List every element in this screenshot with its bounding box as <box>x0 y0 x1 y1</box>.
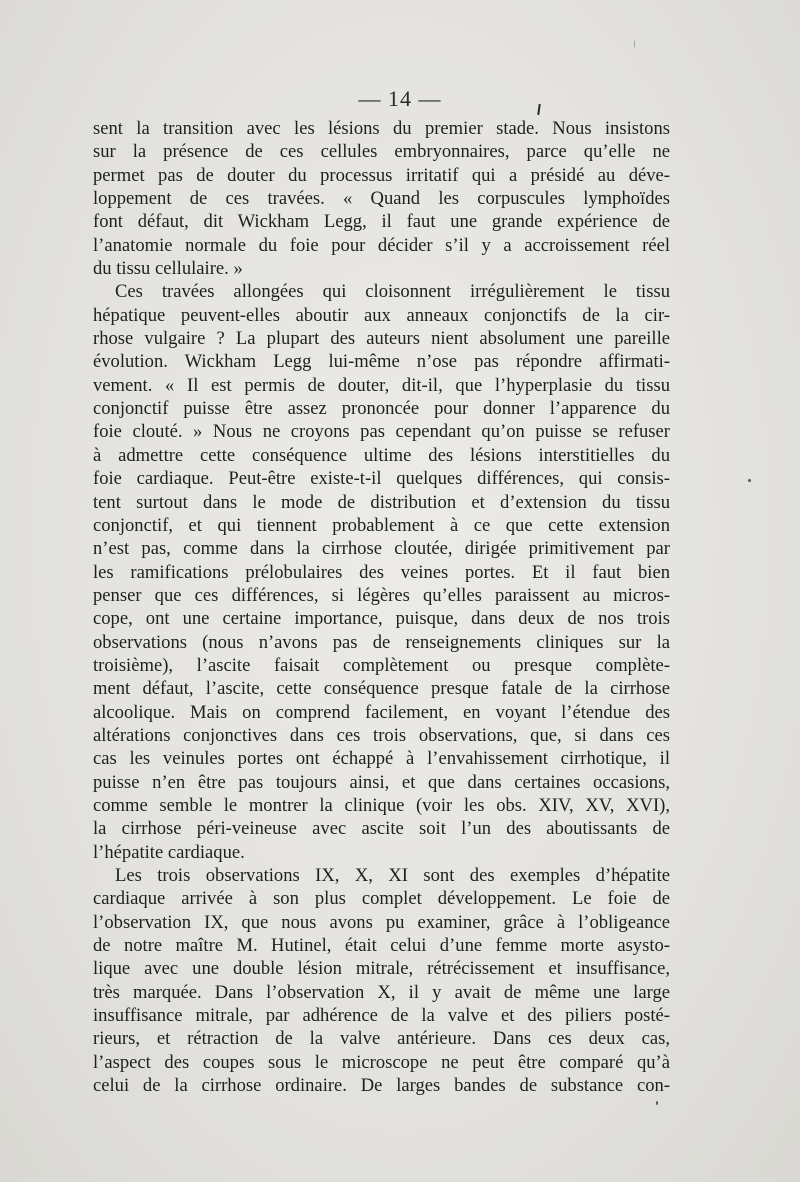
text-line: sur la présence de ces cellules embryonnaires, parce qu’elle ne <box>93 141 670 163</box>
text-line: à admettre cette conséquence ultime des lésions interstitielles du <box>93 444 670 466</box>
text-line: conjonctif puisse être assez prononcée pour donner l’apparence du <box>93 398 670 420</box>
paper-speck <box>634 40 635 48</box>
text-line: la cirrhose péri-veineuse avec ascite soit l’un des aboutissants de <box>93 818 670 840</box>
text-line: très marquée. Dans l’observation X, il y avait de même une large <box>93 981 670 1003</box>
text-line: l’hépatite cardiaque. <box>93 841 245 863</box>
text-line: de notre maître M. Hutinel, était celui d’une femme morte asysto- <box>93 935 670 957</box>
text-line: l’anatomie normale du foie pour décider s’il y a accroissement réel <box>93 234 670 256</box>
text-line: cope, ont une certaine importance, puisque, dans deux de nos trois <box>93 608 670 630</box>
text-line: tent surtout dans le mode de distribution et d’extension du tissu <box>93 491 670 513</box>
text-line: loppement de ces travées. « Quand les corpuscules lymphoïdes <box>93 188 670 210</box>
text-line: sent la transition avec les lésions du premier stade. Nous insistons <box>93 118 670 139</box>
text-line: permet pas de douter du processus irritatif qui a présidé au déve- <box>93 164 670 186</box>
text-line: vement. « Il est permis de douter, dit-il, que l’hyperplasie du tissu <box>93 374 670 396</box>
text-line: hépatique peuvent-elles aboutir aux anneaux conjonctifs de la cir- <box>93 304 670 326</box>
text-line: comme semble le montrer la clinique (voir les obs. XIV, XV, XVI), <box>93 794 670 816</box>
page-number: — 14 — <box>358 86 442 111</box>
text-line: l’aspect des coupes sous le microscope ne peut être comparé qu’à <box>93 1051 670 1073</box>
text-line: cardiaque arrivée à son plus complet développement. Le foie de <box>93 888 670 910</box>
text-line: puisse n’en être pas toujours ainsi, et que dans certaines occasions, <box>93 771 670 793</box>
text-line: altérations conjonctives dans ces trois observations, que, si dans ces <box>93 724 670 746</box>
text-line: rhose vulgaire ? La plupart des auteurs nient absolument une pareille <box>93 328 670 350</box>
text-line: foie clouté. » Nous ne croyons pas cependant qu’on puisse se refuser <box>93 421 670 443</box>
text-line: Les trois observations IX, X, XI sont des exemples d’hépatite <box>115 865 670 886</box>
text-line: insuffisance mitrale, par adhérence de la valve et des piliers posté- <box>93 1005 670 1027</box>
text-line: celui de la cirrhose ordinaire. De larges bandes de substance con- <box>93 1075 670 1097</box>
text-line: lique avec une double lésion mitrale, rétrécissement et insuffisance, <box>93 958 670 980</box>
text-line: l’observation IX, que nous avons pu examiner, grâce à l’obligeance <box>93 911 670 933</box>
text-line: du tissu cellulaire. » <box>93 258 243 280</box>
text-line: rieurs, et rétraction de la valve antérieure. Dans ces deux cas, <box>93 1028 670 1050</box>
text-line: conjonctif, et qui tiennent probablement à ce que cette extension <box>93 514 670 536</box>
text-line: alcoolique. Mais on comprend facilement, en voyant l’étendue des <box>93 701 670 723</box>
text-line: les ramifications prélobulaires des veines portes. Et il faut bien <box>93 561 670 583</box>
text-line: troisième), l’ascite faisait complètement ou presque complète- <box>93 654 670 676</box>
text-line: observations (nous n’avons pas de renseignements cliniques sur la <box>93 631 670 653</box>
text-line: Ces travées allongées qui cloisonnent irrégulièrement le tissu <box>115 281 670 303</box>
body-text <box>93 117 670 1097</box>
text-line: cas les veinules portes ont échappé à l’envahissement cirrhotique, il <box>93 748 670 770</box>
text-line: font défaut, dit Wickham Legg, il faut une grande expérience de <box>93 211 670 233</box>
text-line: évolution. Wickham Legg lui-même n’ose pas répondre affirmati- <box>93 351 670 373</box>
text-line: foie cardiaque. Peut-être existe-t-il quelques différences, qui consis- <box>93 468 670 490</box>
paper-speck <box>748 479 751 482</box>
text-line: n’est pas, comme dans la cirrhose cloutée, dirigée primitivement par <box>93 538 670 560</box>
text-line: penser que ces différences, si légères qu’elles paraissent au micros- <box>93 584 670 606</box>
paper-speck <box>656 1101 658 1105</box>
text-line: ment défaut, l’ascite, cette conséquence presque fatale de la cirrhose <box>93 678 670 700</box>
